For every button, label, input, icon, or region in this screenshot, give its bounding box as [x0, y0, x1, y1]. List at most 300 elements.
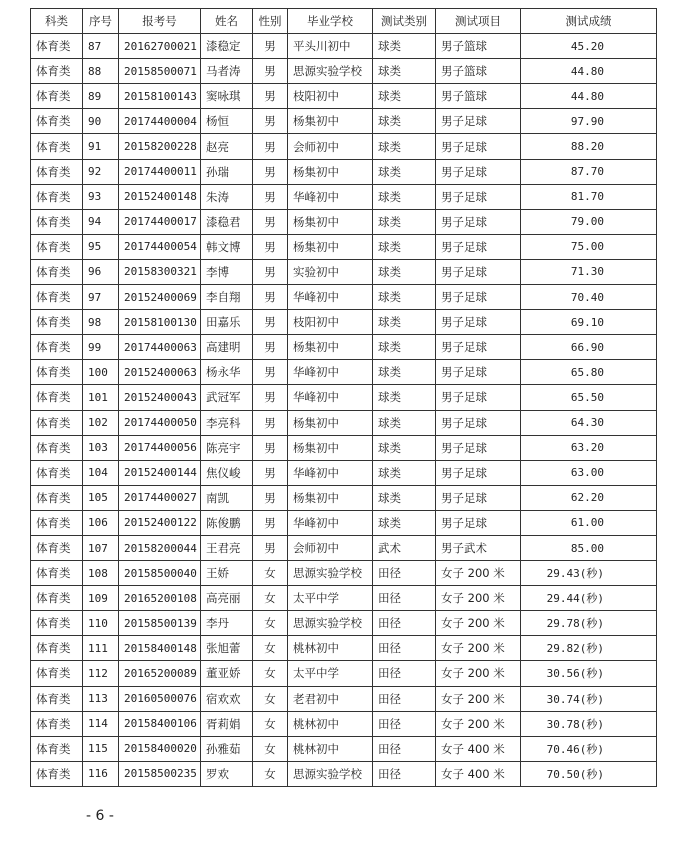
cell-seq: 101: [83, 385, 119, 410]
cell-gender: 女: [253, 611, 288, 636]
cell-gender: 男: [253, 59, 288, 84]
cell-gender: 男: [253, 410, 288, 435]
header-category: 科类: [31, 9, 83, 34]
cell-category: 体育类: [31, 209, 83, 234]
cell-test-type: 球类: [373, 259, 436, 284]
cell-exam-id: 20152400122: [119, 510, 201, 535]
page-number: - 6 -: [86, 808, 114, 824]
cell-score: 71.30: [521, 259, 657, 284]
table-row: [31, 586, 657, 611]
cell-school: 思源实验学校: [288, 561, 373, 586]
header-test-type: 测试类别: [373, 9, 436, 34]
cell-school: 杨集初中: [288, 335, 373, 360]
cell-test-item: 男子足球: [436, 435, 521, 460]
cell-test-item: 男子足球: [436, 184, 521, 209]
cell-test-type: 球类: [373, 109, 436, 134]
table-row: [31, 285, 657, 310]
cell-category: 体育类: [31, 84, 83, 109]
cell-score: 29.43(秒): [521, 561, 657, 586]
cell-test-item: 女子 200 米: [436, 686, 521, 711]
cell-name: 韩文博: [201, 234, 253, 259]
table-row: [31, 259, 657, 284]
cell-seq: 108: [83, 561, 119, 586]
cell-seq: 93: [83, 184, 119, 209]
cell-gender: 男: [253, 510, 288, 535]
cell-test-item: 男子足球: [436, 485, 521, 510]
cell-test-type: 球类: [373, 310, 436, 335]
cell-school: 会师初中: [288, 535, 373, 560]
cell-category: 体育类: [31, 310, 83, 335]
cell-test-type: 田径: [373, 761, 436, 786]
cell-score: 85.00: [521, 535, 657, 560]
cell-exam-id: 20158500235: [119, 761, 201, 786]
cell-category: 体育类: [31, 636, 83, 661]
cell-category: 体育类: [31, 360, 83, 385]
cell-test-type: 球类: [373, 410, 436, 435]
cell-school: 桃林初中: [288, 711, 373, 736]
table-row: [31, 485, 657, 510]
cell-score: 66.90: [521, 335, 657, 360]
cell-exam-id: 20174400027: [119, 485, 201, 510]
cell-exam-id: 20174400017: [119, 209, 201, 234]
cell-category: 体育类: [31, 134, 83, 159]
cell-seq: 100: [83, 360, 119, 385]
cell-school: 会师初中: [288, 134, 373, 159]
cell-name: 窦咏琪: [201, 84, 253, 109]
cell-seq: 105: [83, 485, 119, 510]
cell-score: 79.00: [521, 209, 657, 234]
cell-test-type: 球类: [373, 285, 436, 310]
table-row: [31, 34, 657, 59]
cell-seq: 104: [83, 460, 119, 485]
cell-test-type: 球类: [373, 485, 436, 510]
header-exam-id: 报考号: [119, 9, 201, 34]
cell-test-item: 女子 200 米: [436, 661, 521, 686]
cell-category: 体育类: [31, 109, 83, 134]
cell-score: 30.74(秒): [521, 686, 657, 711]
cell-score: 45.20: [521, 34, 657, 59]
cell-school: 杨集初中: [288, 109, 373, 134]
cell-name: 漆稳君: [201, 209, 253, 234]
cell-test-type: 田径: [373, 636, 436, 661]
cell-gender: 女: [253, 661, 288, 686]
cell-test-item: 女子 200 米: [436, 636, 521, 661]
cell-test-item: 女子 200 米: [436, 586, 521, 611]
cell-gender: 男: [253, 184, 288, 209]
cell-category: 体育类: [31, 234, 83, 259]
cell-name: 张旭蕾: [201, 636, 253, 661]
table-row: [31, 159, 657, 184]
cell-score: 70.50(秒): [521, 761, 657, 786]
cell-name: 漆稳定: [201, 34, 253, 59]
cell-exam-id: 20174400054: [119, 234, 201, 259]
cell-gender: 男: [253, 435, 288, 460]
cell-name: 武冠军: [201, 385, 253, 410]
cell-exam-id: 20152400063: [119, 360, 201, 385]
cell-test-item: 男子足球: [436, 335, 521, 360]
cell-gender: 男: [253, 34, 288, 59]
cell-gender: 男: [253, 209, 288, 234]
cell-test-item: 男子足球: [436, 360, 521, 385]
cell-exam-id: 20174400004: [119, 109, 201, 134]
cell-test-item: 男子足球: [436, 134, 521, 159]
cell-test-type: 田径: [373, 586, 436, 611]
cell-gender: 女: [253, 586, 288, 611]
cell-category: 体育类: [31, 611, 83, 636]
cell-name: 孙瑞: [201, 159, 253, 184]
cell-exam-id: 20165200108: [119, 586, 201, 611]
cell-score: 87.70: [521, 159, 657, 184]
cell-exam-id: 20165200089: [119, 661, 201, 686]
cell-gender: 男: [253, 259, 288, 284]
cell-score: 81.70: [521, 184, 657, 209]
table-row: [31, 360, 657, 385]
cell-exam-id: 20152400069: [119, 285, 201, 310]
cell-test-type: 武术: [373, 535, 436, 560]
cell-category: 体育类: [31, 385, 83, 410]
cell-gender: 男: [253, 285, 288, 310]
cell-gender: 男: [253, 360, 288, 385]
cell-category: 体育类: [31, 460, 83, 485]
cell-test-type: 球类: [373, 159, 436, 184]
cell-school: 思源实验学校: [288, 611, 373, 636]
cell-seq: 94: [83, 209, 119, 234]
cell-test-item: 男子篮球: [436, 34, 521, 59]
cell-seq: 95: [83, 234, 119, 259]
cell-exam-id: 20174400063: [119, 335, 201, 360]
cell-score: 44.80: [521, 84, 657, 109]
table-row: [31, 460, 657, 485]
cell-category: 体育类: [31, 510, 83, 535]
cell-test-item: 男子足球: [436, 510, 521, 535]
cell-category: 体育类: [31, 34, 83, 59]
cell-gender: 女: [253, 686, 288, 711]
table-row: [31, 435, 657, 460]
cell-name: 李自翔: [201, 285, 253, 310]
cell-name: 董亚娇: [201, 661, 253, 686]
cell-school: 枝阳初中: [288, 84, 373, 109]
cell-exam-id: 20158500040: [119, 561, 201, 586]
cell-test-item: 女子 400 米: [436, 761, 521, 786]
table-row: [31, 209, 657, 234]
cell-seq: 102: [83, 410, 119, 435]
cell-name: 李丹: [201, 611, 253, 636]
cell-school: 华峰初中: [288, 184, 373, 209]
cell-seq: 89: [83, 84, 119, 109]
cell-seq: 109: [83, 586, 119, 611]
cell-seq: 97: [83, 285, 119, 310]
cell-category: 体育类: [31, 285, 83, 310]
cell-test-type: 田径: [373, 661, 436, 686]
cell-category: 体育类: [31, 259, 83, 284]
cell-score: 69.10: [521, 310, 657, 335]
cell-gender: 女: [253, 736, 288, 761]
cell-category: 体育类: [31, 410, 83, 435]
cell-score: 88.20: [521, 134, 657, 159]
cell-school: 杨集初中: [288, 234, 373, 259]
cell-school: 华峰初中: [288, 460, 373, 485]
header-name: 姓名: [201, 9, 253, 34]
cell-test-item: 男子足球: [436, 385, 521, 410]
cell-test-item: 男子足球: [436, 460, 521, 485]
cell-name: 田嘉乐: [201, 310, 253, 335]
cell-test-item: 男子足球: [436, 285, 521, 310]
cell-category: 体育类: [31, 335, 83, 360]
cell-test-item: 男子足球: [436, 209, 521, 234]
cell-gender: 女: [253, 636, 288, 661]
cell-gender: 男: [253, 310, 288, 335]
cell-test-item: 女子 200 米: [436, 711, 521, 736]
cell-school: 平头川初中: [288, 34, 373, 59]
cell-score: 30.78(秒): [521, 711, 657, 736]
table-row: [31, 84, 657, 109]
cell-seq: 116: [83, 761, 119, 786]
cell-name: 李亮科: [201, 410, 253, 435]
cell-seq: 111: [83, 636, 119, 661]
cell-category: 体育类: [31, 711, 83, 736]
header-seq: 序号: [83, 9, 119, 34]
cell-gender: 男: [253, 485, 288, 510]
cell-test-type: 球类: [373, 84, 436, 109]
cell-name: 焦仪峻: [201, 460, 253, 485]
cell-score: 64.30: [521, 410, 657, 435]
cell-exam-id: 20158400106: [119, 711, 201, 736]
cell-exam-id: 20158400020: [119, 736, 201, 761]
cell-seq: 113: [83, 686, 119, 711]
cell-exam-id: 20152400148: [119, 184, 201, 209]
table-row: [31, 686, 657, 711]
header-test-item: 测试项目: [436, 9, 521, 34]
cell-gender: 男: [253, 460, 288, 485]
table-row: [31, 611, 657, 636]
cell-score: 44.80: [521, 59, 657, 84]
cell-gender: 男: [253, 84, 288, 109]
cell-seq: 103: [83, 435, 119, 460]
cell-test-type: 球类: [373, 435, 436, 460]
cell-gender: 男: [253, 109, 288, 134]
cell-test-type: 球类: [373, 360, 436, 385]
cell-school: 杨集初中: [288, 435, 373, 460]
cell-school: 杨集初中: [288, 159, 373, 184]
cell-name: 朱涛: [201, 184, 253, 209]
cell-score: 29.78(秒): [521, 611, 657, 636]
cell-score: 63.00: [521, 460, 657, 485]
cell-exam-id: 20158200044: [119, 535, 201, 560]
cell-category: 体育类: [31, 435, 83, 460]
cell-test-type: 球类: [373, 335, 436, 360]
cell-school: 思源实验学校: [288, 761, 373, 786]
cell-gender: 男: [253, 159, 288, 184]
cell-score: 75.00: [521, 234, 657, 259]
cell-exam-id: 20158100130: [119, 310, 201, 335]
cell-test-item: 女子 400 米: [436, 736, 521, 761]
cell-test-type: 球类: [373, 209, 436, 234]
cell-category: 体育类: [31, 661, 83, 686]
cell-test-type: 球类: [373, 460, 436, 485]
cell-test-item: 男子篮球: [436, 59, 521, 84]
cell-name: 宿欢欢: [201, 686, 253, 711]
cell-school: 实验初中: [288, 259, 373, 284]
cell-exam-id: 20158300321: [119, 259, 201, 284]
results-table: [30, 8, 657, 787]
header-score: 测试成绩: [521, 9, 657, 34]
table-row: [31, 59, 657, 84]
header-school: 毕业学校: [288, 9, 373, 34]
cell-exam-id: 20160500076: [119, 686, 201, 711]
cell-exam-id: 20152400144: [119, 460, 201, 485]
cell-exam-id: 20158500071: [119, 59, 201, 84]
table-row: [31, 736, 657, 761]
cell-test-item: 男子足球: [436, 109, 521, 134]
cell-test-item: 男子足球: [436, 259, 521, 284]
cell-category: 体育类: [31, 586, 83, 611]
cell-school: 太平中学: [288, 586, 373, 611]
table-row: [31, 184, 657, 209]
cell-test-type: 田径: [373, 611, 436, 636]
cell-test-type: 球类: [373, 34, 436, 59]
cell-category: 体育类: [31, 159, 83, 184]
cell-exam-id: 20162700021: [119, 34, 201, 59]
cell-test-type: 田径: [373, 711, 436, 736]
table-row: [31, 410, 657, 435]
cell-exam-id: 20174400050: [119, 410, 201, 435]
cell-category: 体育类: [31, 761, 83, 786]
cell-score: 29.82(秒): [521, 636, 657, 661]
cell-exam-id: 20152400043: [119, 385, 201, 410]
cell-test-type: 球类: [373, 385, 436, 410]
cell-gender: 男: [253, 385, 288, 410]
cell-seq: 96: [83, 259, 119, 284]
cell-school: 桃林初中: [288, 736, 373, 761]
cell-school: 华峰初中: [288, 360, 373, 385]
cell-name: 南凯: [201, 485, 253, 510]
cell-test-type: 田径: [373, 561, 436, 586]
cell-name: 王君亮: [201, 535, 253, 560]
cell-seq: 99: [83, 335, 119, 360]
cell-seq: 87: [83, 34, 119, 59]
cell-exam-id: 20158100143: [119, 84, 201, 109]
table-row: [31, 561, 657, 586]
cell-gender: 女: [253, 561, 288, 586]
cell-category: 体育类: [31, 686, 83, 711]
cell-seq: 92: [83, 159, 119, 184]
cell-seq: 107: [83, 535, 119, 560]
cell-exam-id: 20158400148: [119, 636, 201, 661]
cell-name: 罗欢: [201, 761, 253, 786]
cell-test-item: 男子足球: [436, 410, 521, 435]
table-row: [31, 761, 657, 786]
cell-gender: 男: [253, 234, 288, 259]
cell-name: 高建明: [201, 335, 253, 360]
cell-score: 29.44(秒): [521, 586, 657, 611]
cell-score: 70.46(秒): [521, 736, 657, 761]
cell-seq: 106: [83, 510, 119, 535]
cell-seq: 90: [83, 109, 119, 134]
cell-test-type: 球类: [373, 184, 436, 209]
cell-school: 杨集初中: [288, 209, 373, 234]
cell-school: 太平中学: [288, 661, 373, 686]
cell-test-type: 田径: [373, 686, 436, 711]
table-row: [31, 636, 657, 661]
cell-name: 王娇: [201, 561, 253, 586]
cell-school: 华峰初中: [288, 510, 373, 535]
cell-name: 陈俊鹏: [201, 510, 253, 535]
cell-seq: 88: [83, 59, 119, 84]
cell-gender: 男: [253, 535, 288, 560]
table-row: [31, 711, 657, 736]
cell-score: 30.56(秒): [521, 661, 657, 686]
table-row: [31, 234, 657, 259]
cell-category: 体育类: [31, 59, 83, 84]
cell-gender: 女: [253, 711, 288, 736]
table-row: [31, 661, 657, 686]
cell-seq: 115: [83, 736, 119, 761]
cell-gender: 男: [253, 335, 288, 360]
cell-score: 63.20: [521, 435, 657, 460]
cell-test-item: 女子 200 米: [436, 561, 521, 586]
cell-name: 陈亮宇: [201, 435, 253, 460]
table-row: [31, 385, 657, 410]
cell-seq: 91: [83, 134, 119, 159]
cell-test-type: 田径: [373, 736, 436, 761]
cell-name: 杨永华: [201, 360, 253, 385]
cell-school: 杨集初中: [288, 485, 373, 510]
cell-score: 65.50: [521, 385, 657, 410]
cell-category: 体育类: [31, 485, 83, 510]
cell-name: 胥莉娟: [201, 711, 253, 736]
cell-test-type: 球类: [373, 234, 436, 259]
cell-category: 体育类: [31, 736, 83, 761]
cell-seq: 98: [83, 310, 119, 335]
cell-exam-id: 20158500139: [119, 611, 201, 636]
cell-test-item: 男子武术: [436, 535, 521, 560]
header-row: [31, 9, 657, 34]
cell-school: 华峰初中: [288, 385, 373, 410]
cell-school: 杨集初中: [288, 410, 373, 435]
cell-school: 华峰初中: [288, 285, 373, 310]
cell-score: 61.00: [521, 510, 657, 535]
cell-category: 体育类: [31, 184, 83, 209]
cell-score: 62.20: [521, 485, 657, 510]
cell-school: 思源实验学校: [288, 59, 373, 84]
cell-category: 体育类: [31, 535, 83, 560]
table-row: [31, 310, 657, 335]
cell-test-type: 球类: [373, 134, 436, 159]
table-row: [31, 335, 657, 360]
cell-seq: 114: [83, 711, 119, 736]
cell-test-item: 男子足球: [436, 159, 521, 184]
cell-gender: 女: [253, 761, 288, 786]
cell-category: 体育类: [31, 561, 83, 586]
table-row: [31, 109, 657, 134]
cell-school: 枝阳初中: [288, 310, 373, 335]
table-row: [31, 535, 657, 560]
cell-school: 老君初中: [288, 686, 373, 711]
cell-score: 70.40: [521, 285, 657, 310]
cell-name: 李博: [201, 259, 253, 284]
cell-test-item: 男子足球: [436, 234, 521, 259]
cell-test-type: 球类: [373, 510, 436, 535]
cell-gender: 男: [253, 134, 288, 159]
cell-seq: 110: [83, 611, 119, 636]
cell-exam-id: 20174400011: [119, 159, 201, 184]
cell-name: 高亮丽: [201, 586, 253, 611]
cell-name: 赵亮: [201, 134, 253, 159]
header-gender: 性别: [253, 9, 288, 34]
cell-seq: 112: [83, 661, 119, 686]
cell-exam-id: 20174400056: [119, 435, 201, 460]
cell-school: 桃林初中: [288, 636, 373, 661]
